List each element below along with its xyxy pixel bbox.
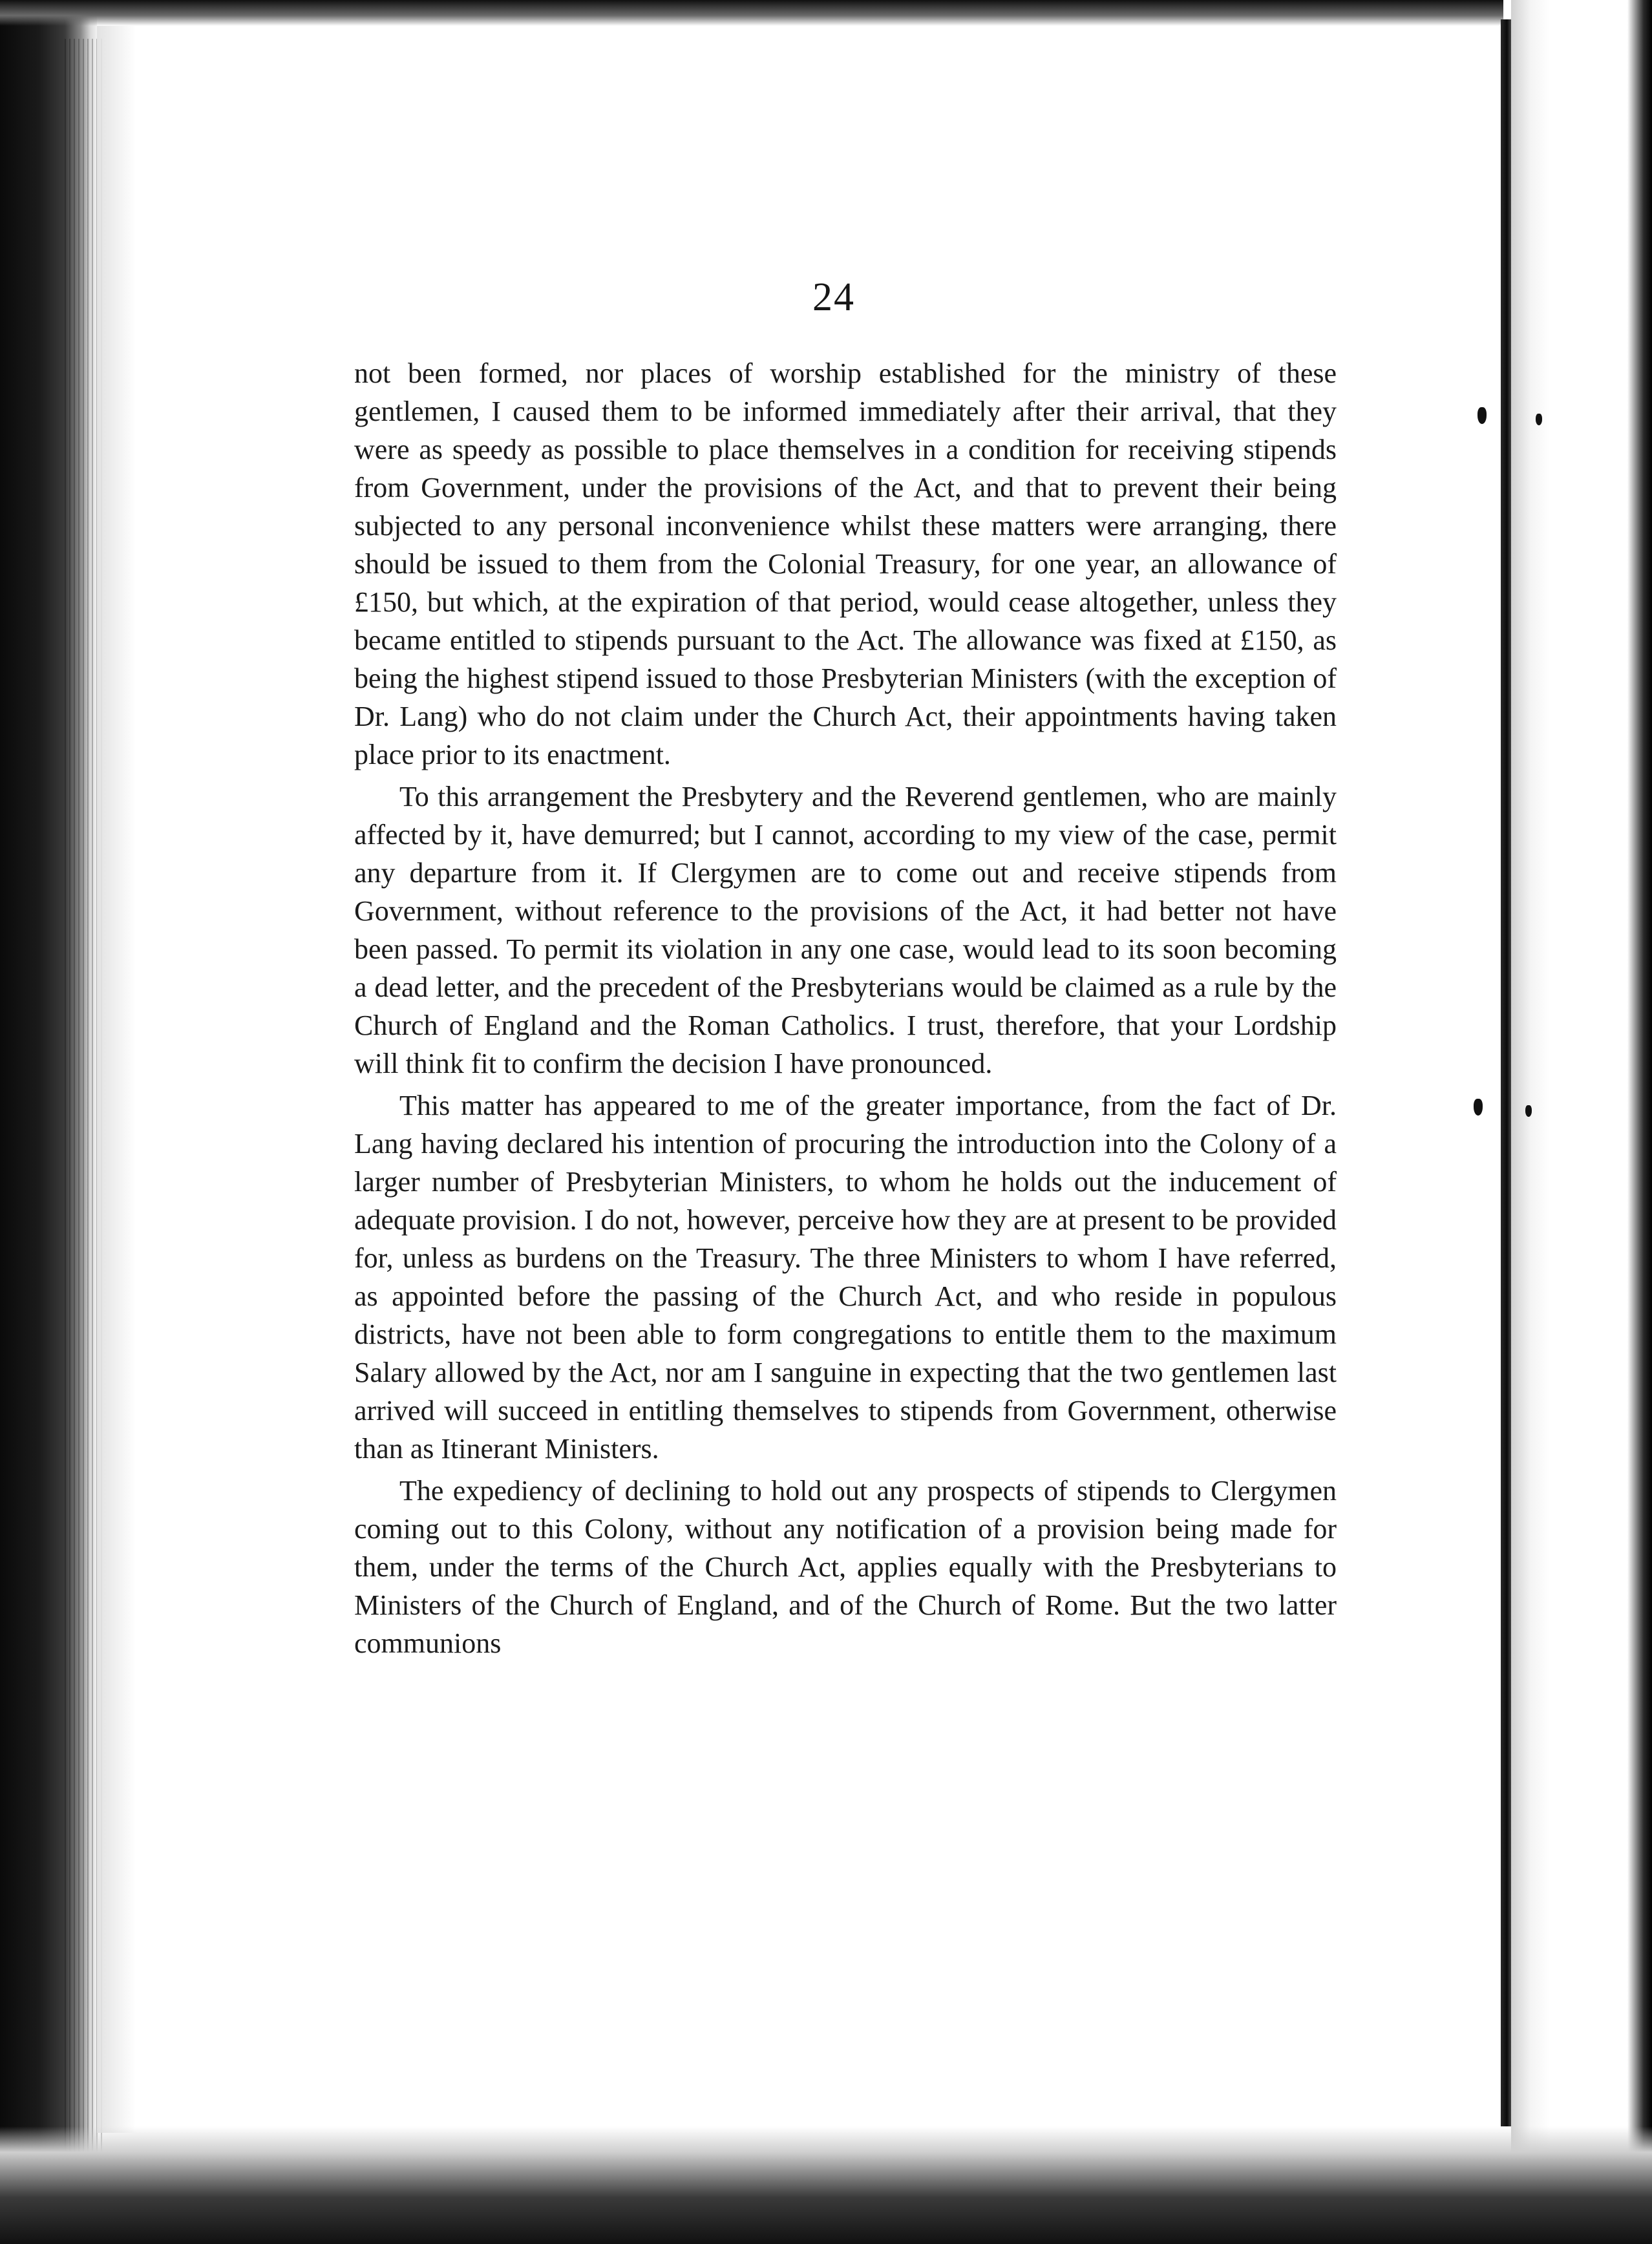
- scan-border-top: [0, 0, 1652, 26]
- facing-page-strip: [1511, 0, 1652, 2244]
- body-text: [354, 354, 1337, 1662]
- paragraph-3: This matter has appeared to me of the greater importance, from the fact of Dr. Lang having declared his intention of procuring the introduction into the Colony of a larger number of Presbyterian Ministers, to whom he holds out the inducement of adequate provision. I do not, however, perceive how they are at present to be provided for, unless as burdens on the Treasury. The three Ministers to whom I have referred, as appointed before the passing of the Church Act, and who reside in populous districts, have not been able to form congregations to entitle them to the maximum Salary allowed by the Act, nor am I sanguine in expecting that the two gentlemen last arrived will succeed in entitling themselves to stipends from Government, otherwise than as Itinerant Ministers.: [354, 1090, 1337, 1465]
- binding-mark: [1477, 407, 1487, 424]
- binding-edge-right: [1501, 19, 1511, 2126]
- page-number: 24: [812, 275, 855, 319]
- paragraph-2: To this arrangement the Presbytery and the Reverend gentlemen, who are mainly affected by it, have demurred; but I cannot, according to my view of the case, permit any departure from it. If Clergymen are to come out and receive stipends from Government, without reference to the provisions of the Act, it had better not have been passed. To permit its violation in any one case, would lead to its soon becoming a dead letter, and the precedent of the Presbyterians would be claimed as a rule by the Church of England and the Roman Catholics. I trust, therefore, that your Lordship will think fit to confirm the decision I have pronounced.: [354, 781, 1337, 1079]
- paragraph-1: not been formed, nor places of worship established for the ministry of these gentlemen, I caused them to be informed immediately after their arrival, that they were as speedy as possible to place themselves in a condition for receiving stipends from Government, under the provisions of the Act, and that to prevent their being subjected to any personal inconvenience whilst these matters were arranging, there should be issued to them from the Colonial Treasury, for one year, an allowance of £150, but which, at the expiration of that period, would cease altogether, unless they became entitled to stipends pursuant to the Act. The allowance was fixed at £150, as being the highest stipend issued to those Presbyterian Ministers (with the exception of Dr. Lang) who do not claim under the Church Act, their appointments having taken place prior to its enactment.: [354, 357, 1337, 770]
- binding-mark: [1474, 1099, 1483, 1116]
- binding-mark: [1525, 1105, 1532, 1117]
- binding-mark: [1536, 414, 1542, 425]
- paragraph-4: The expediency of declining to hold out any prospects of stipends to Clergymen coming out to this Colony, without any notification of a provision being made for them, under the terms of the Church Act, applies equally with the Presbyterians to Ministers of the Church of England, and of the Church of Rome. But the two latter communions: [354, 1475, 1337, 1659]
- binding-shadow: [97, 26, 136, 2133]
- scan-border-bottom: [0, 2126, 1652, 2244]
